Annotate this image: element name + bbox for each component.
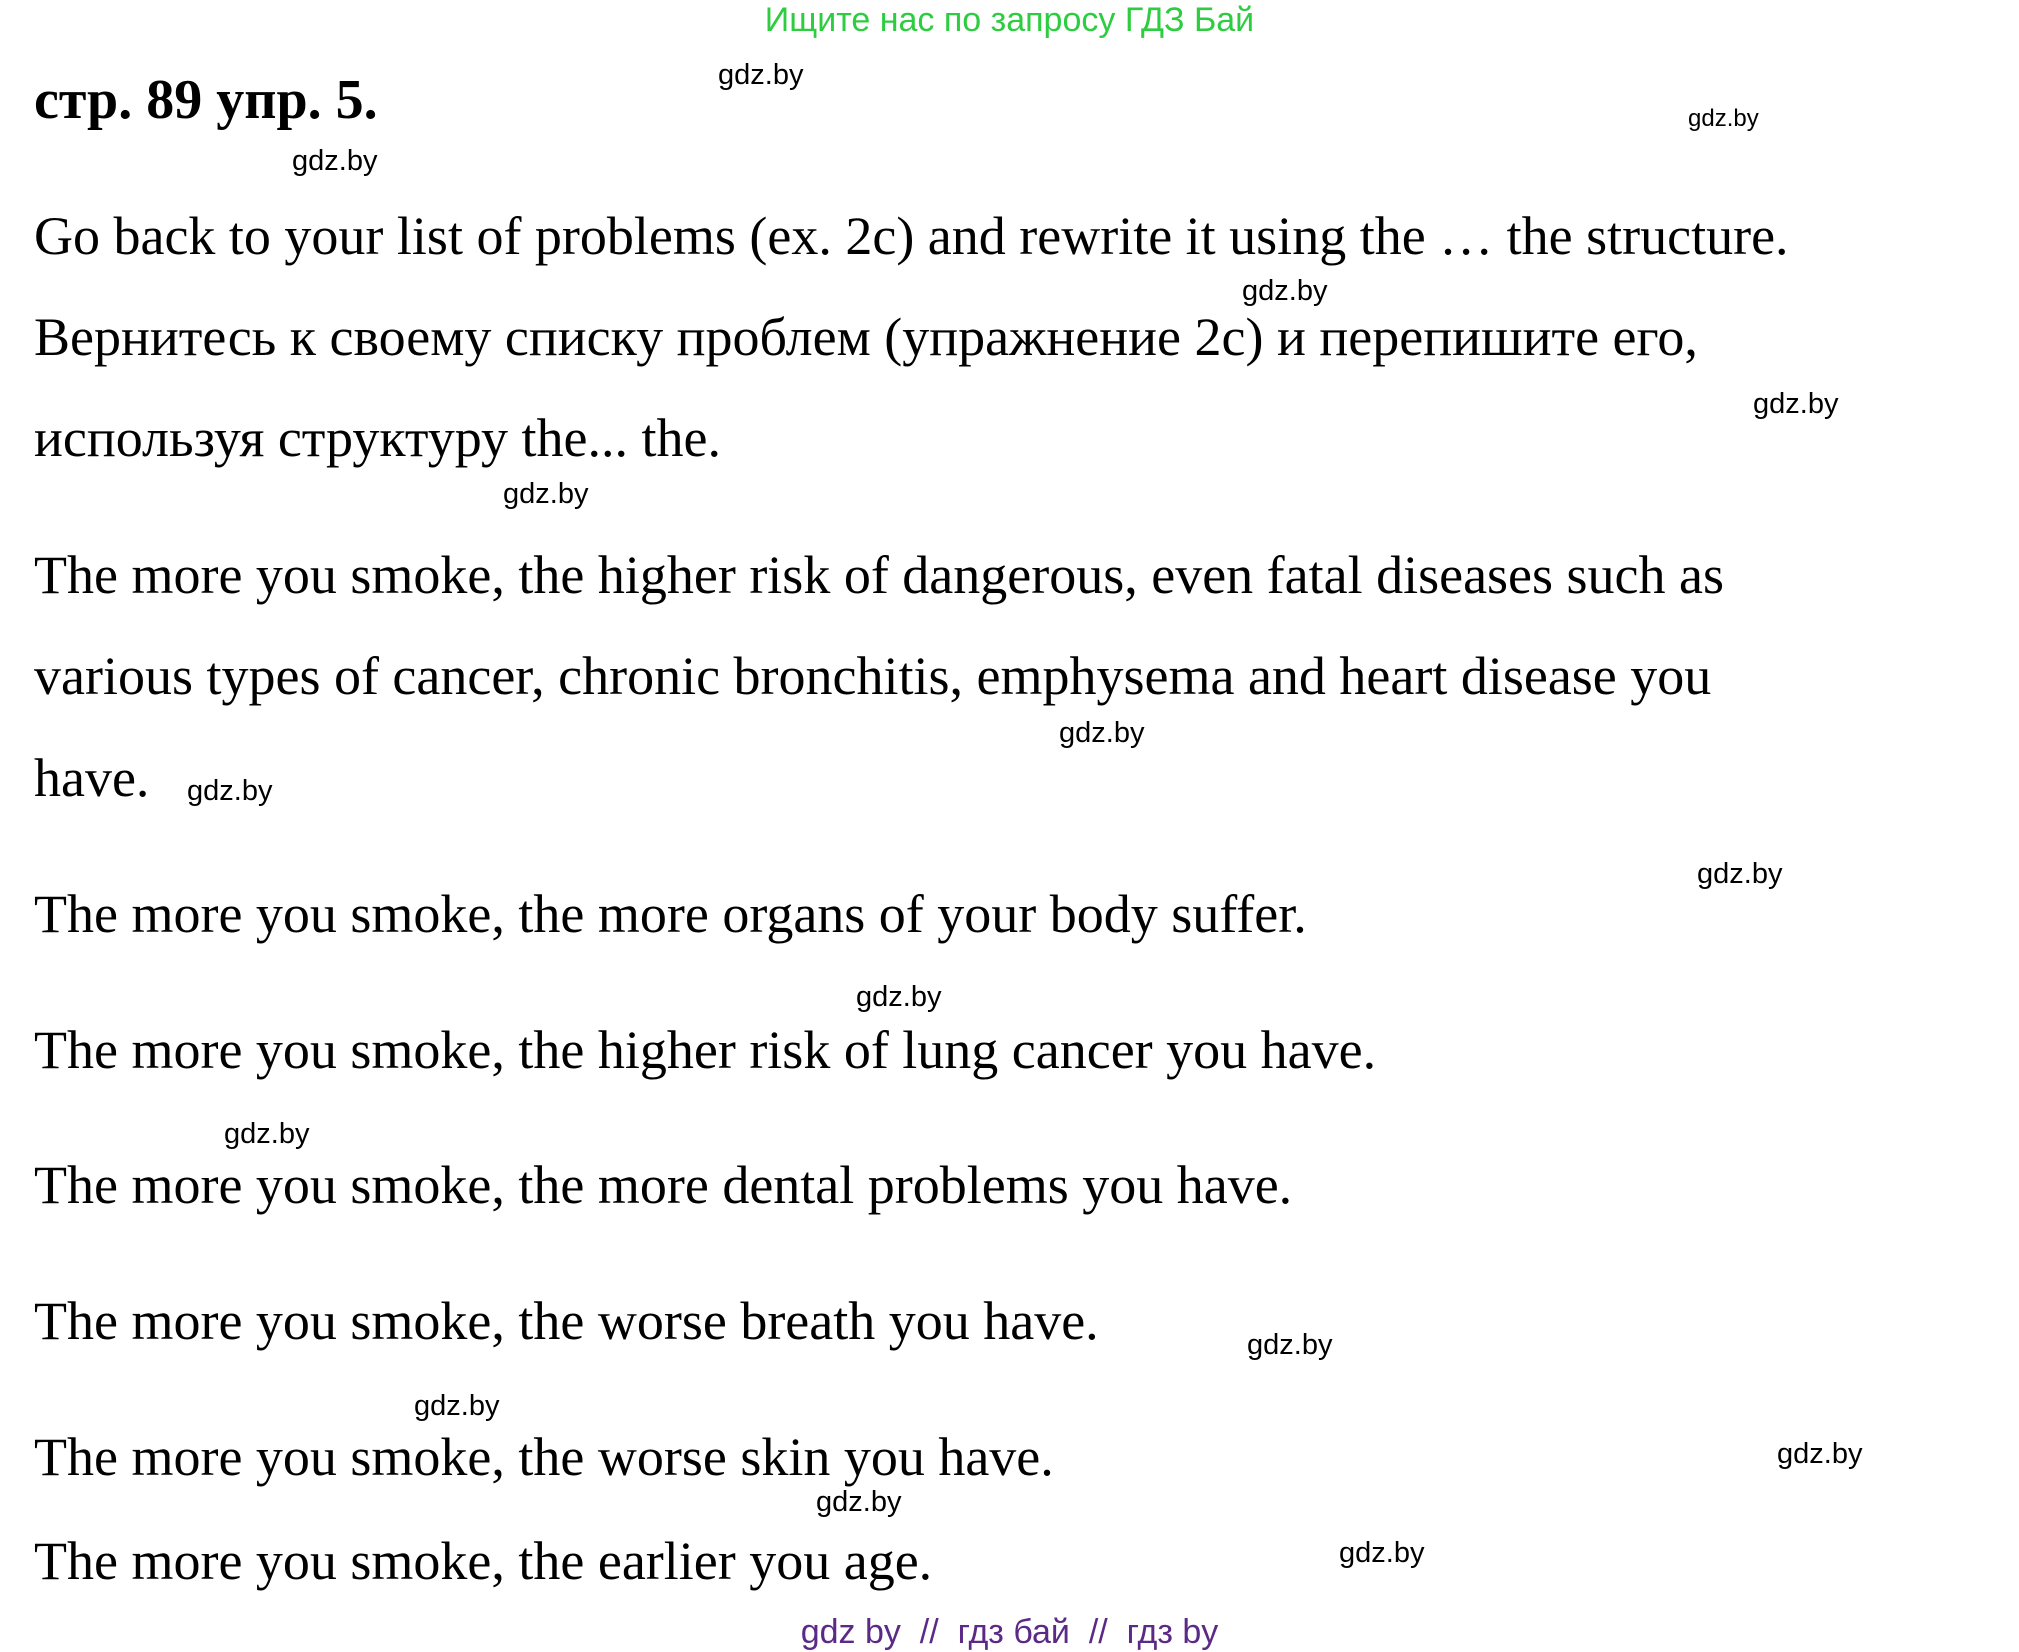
answer-5: The more you smoke, the worse breath you have.	[34, 1291, 1099, 1351]
answer-7: The more you smoke, the earlier you age.	[34, 1531, 933, 1591]
answer-6: The more you smoke, the worse skin you have.	[34, 1427, 1054, 1487]
watermark: gdz.by	[187, 775, 273, 807]
watermark: gdz.by	[1688, 105, 1759, 132]
watermark: gdz.by	[1777, 1438, 1863, 1470]
answer-1-line-1: The more you smoke, the higher risk of dangerous, even fatal diseases such as	[34, 545, 1725, 605]
answer-1-line-2: various types of cancer, chronic bronchitis, emphysema and heart disease you	[34, 646, 1712, 706]
watermark: gdz.by	[1059, 717, 1145, 749]
watermark: gdz.by	[816, 1486, 902, 1518]
watermark: gdz.by	[292, 145, 378, 177]
answer-3: The more you smoke, the higher risk of lung cancer you have.	[34, 1020, 1377, 1080]
watermark: gdz.by	[1247, 1329, 1333, 1361]
top-banner: Ищите нас по запросу ГДЗ Бай	[764, 1, 1255, 39]
watermark: gdz.by	[224, 1118, 310, 1150]
watermark: gdz.by	[1697, 858, 1783, 890]
watermark: gdz.by	[1339, 1537, 1425, 1569]
watermark: gdz.by	[503, 478, 589, 510]
watermark: gdz.by	[1242, 275, 1328, 307]
watermark: gdz.by	[414, 1390, 500, 1422]
footer-watermark: gdz by // гдз бай // гдз by	[800, 1613, 1219, 1651]
page-heading: стр. 89 упр. 5.	[34, 69, 378, 131]
instruction-en: Go back to your list of problems (ex. 2c) and rewrite it using the … the structure.	[34, 206, 1789, 266]
instruction-ru-line-2: используя структуру the... the.	[34, 408, 721, 468]
watermark: gdz.by	[856, 981, 942, 1013]
instruction-ru-line-1: Вернитесь к своему списку проблем (упражнение 2с) и перепишите его,	[34, 307, 1698, 367]
answer-2: The more you smoke, the more organs of your body suffer.	[34, 884, 1307, 944]
watermark: gdz.by	[718, 59, 804, 91]
watermark: gdz.by	[1753, 388, 1839, 420]
answer-4: The more you smoke, the more dental problems you have.	[34, 1155, 1293, 1215]
answer-1-line-3: have.	[34, 748, 150, 808]
